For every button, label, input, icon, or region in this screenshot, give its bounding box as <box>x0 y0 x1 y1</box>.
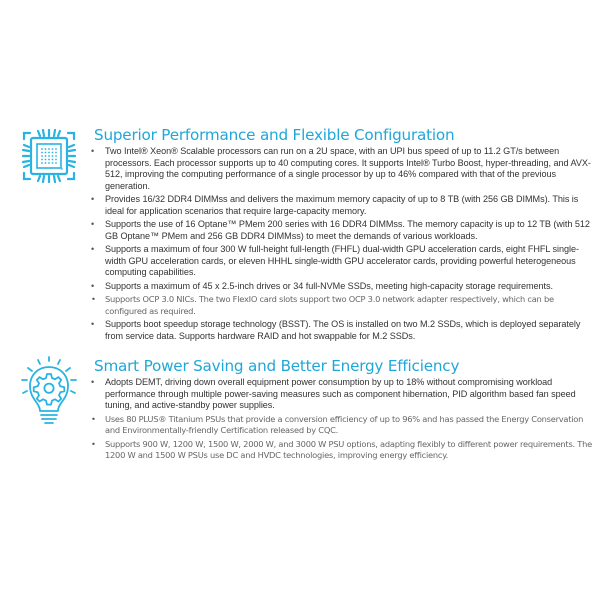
bullet-item: • Supports the use of 16 Optane™ PMem 200 series with 16 DDR4 DIMMss. The memory capacity is up to 12 TB (with 512 GB Optane™ PMem and 256 GB DDR4 DIMMss) to meet the demands of various workloads. <box>88 219 594 242</box>
lightbulb-gear-icon <box>18 353 80 429</box>
bullet-item: • Uses 80 PLUS® Titanium PSUs that provide a conversion efficiency of up to 96% and has passed the Energy Conservation and Environmentally-friendly Certification released by CQC. <box>88 414 594 437</box>
section-title: Smart Power Saving and Better Energy Efficiency <box>94 357 460 375</box>
bullet-item: • Two Intel® Xeon® Scalable processors can run on a 2U space, with an UPI bus speed of up to 11.2 GT/s between processors. Each processor supports up to 40 computing cores. It supports Intel® Turbo Boost, hyper-threading, and AVX-512, improving the computing performance of a single processor by up to 46% compared with that of the previous generation. <box>88 146 594 192</box>
bullet-list <box>88 377 594 464</box>
bullet-item: • Supports boot speedup storage technology (BSST). The OS is installed on two M.2 SSDs, which is deployed separately from service data. Supports hardware RAID and hot swappable for M.2 SSDs. <box>88 319 594 342</box>
bullet-list <box>88 146 594 344</box>
cpu-chip-icon <box>18 125 80 187</box>
bullet-item: • Supports a maximum of 45 x 2.5-inch drives or 34 full-NVMe SSDs, meeting high-capacity storage requirements. <box>88 281 594 293</box>
bullet-item: • Supports 900 W, 1200 W, 1500 W, 2000 W, and 3000 W PSU options, adapting flexibly to different power requirements. The 1200 W and 1500 W PSUs use DC and HVDC technologies, improving energy efficiency. <box>88 439 594 462</box>
bullet-item: • Supports OCP 3.0 NICs. The two FlexIO card slots support two OCP 3.0 network adapter respectively, which can be configured as required. <box>88 294 594 317</box>
bullet-item: • Adopts DEMT, driving down overall equipment power consumption by up to 18% without compromising workload performance through multiple power-saving measures such as component hibernation, PID algorithm based fan speed tuning, and active-standby power supplies. <box>88 377 594 412</box>
bullet-item: • Supports a maximum of four 300 W full-height full-length (FHFL) dual-width GPU acceleration cards, eight FHFL single-width GPU acceleration cards, or eleven HHHL single-width GPU accelerator cards, providing powerful heterogeneous computing capabilities. <box>88 244 594 279</box>
bullet-item: • Provides 16/32 DDR4 DIMMss and delivers the maximum memory capacity of up to 8 TB (with 256 GB DIMMs). This is ideal for application scenarios that require large-capacity memory. <box>88 194 594 217</box>
section-title: Superior Performance and Flexible Configuration <box>94 126 455 144</box>
